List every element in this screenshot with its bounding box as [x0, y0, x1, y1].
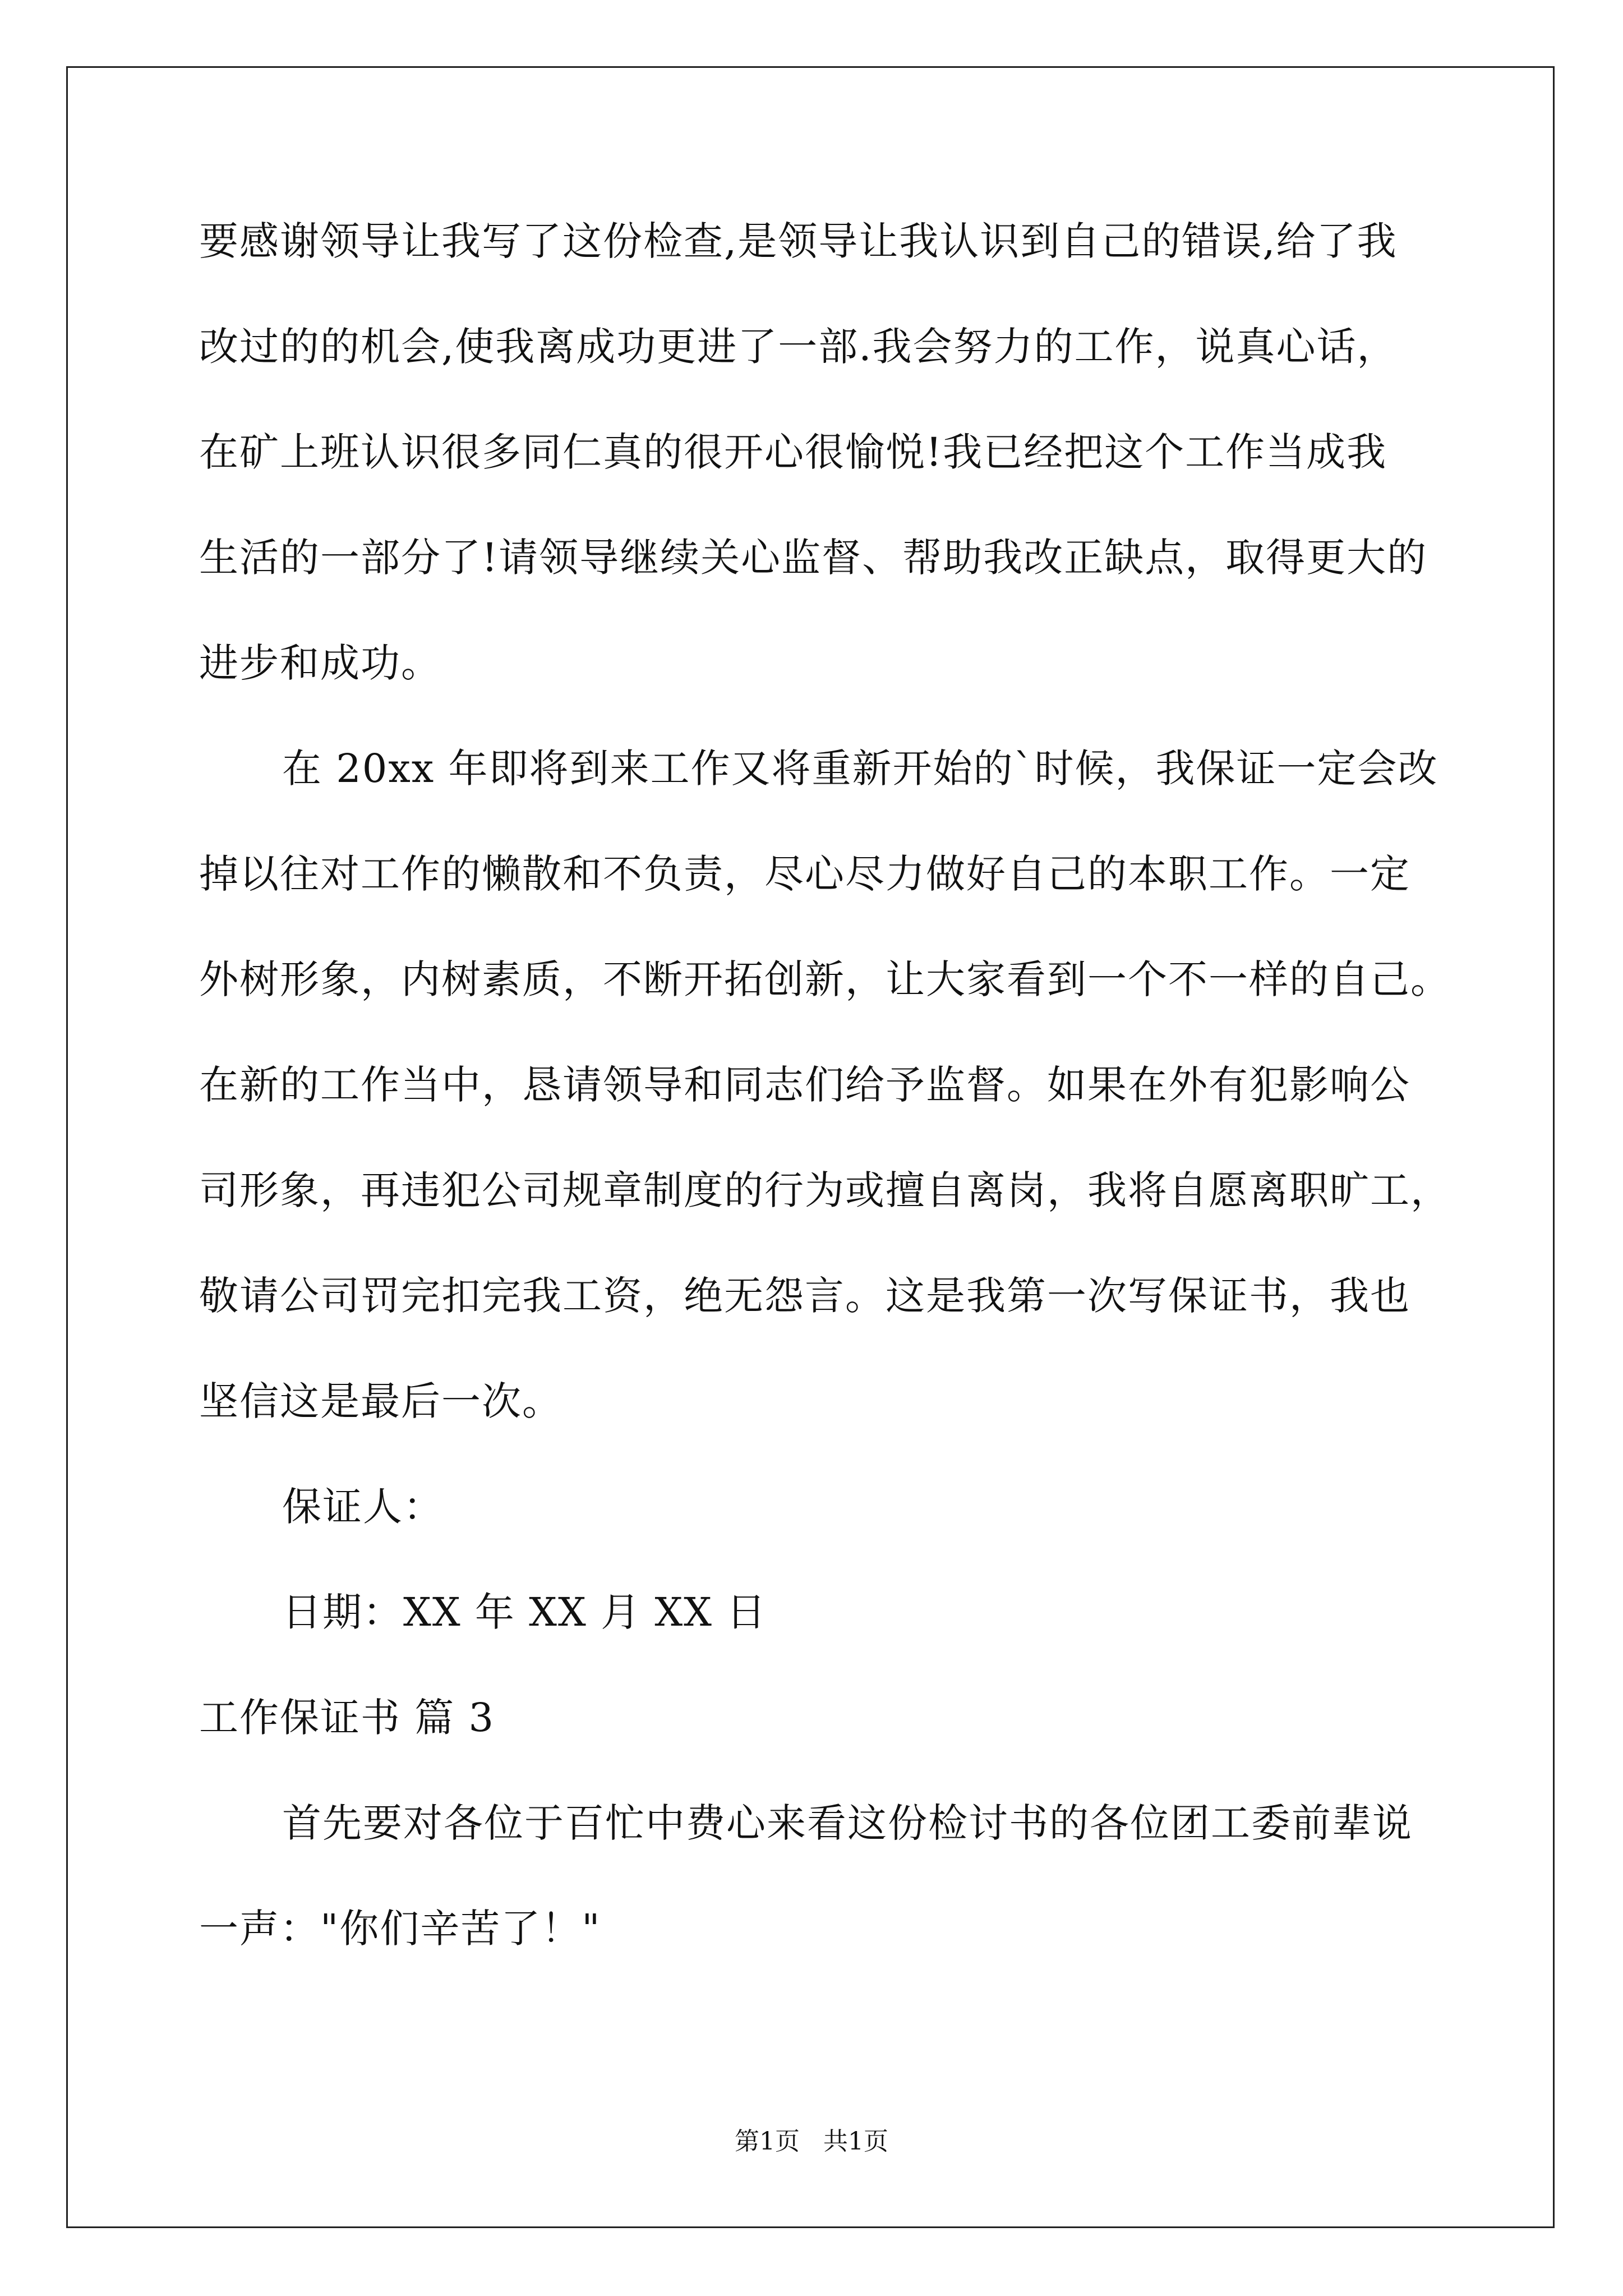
paragraph-line: 坚信这是最后一次。 — [199, 1378, 562, 1424]
paragraph-line: 要感谢领导让我写了这份检查,是领导让我认识到自己的错误,给了我 — [199, 218, 1398, 264]
paragraph-line: 在新的工作当中，恳请领导和同志们给予监督。如果在外有犯影响公 — [199, 1062, 1410, 1108]
paragraph-line: 敬请公司罚完扣完我工资，绝无怨言。这是我第一次写保证书，我也 — [199, 1273, 1410, 1319]
paragraph-line: 首先要对各位于百忙中费心来看这份检讨书的各位团工委前辈说 — [282, 1800, 1413, 1846]
paragraph-line: 改过的的机会,使我离成功更进了一部.我会努力的工作，说真心话， — [199, 324, 1398, 370]
paragraph-line: 司形象，再违犯公司规章制度的行为或擅自离岗，我将自愿离职旷工， — [199, 1167, 1451, 1213]
paragraph-line: 一声："你们辛苦了！" — [199, 1906, 601, 1952]
signature-label: 保证人： — [282, 1484, 444, 1530]
paragraph-line: 在 20xx 年即将到来工作又将重新开始的`时候，我保证一定会改 — [282, 746, 1438, 792]
section-heading: 工作保证书 篇 3 — [199, 1695, 495, 1741]
paragraph-line: 进步和成功。 — [199, 640, 441, 686]
date-line: 日期：XX 年 XX 月 XX 日 — [282, 1589, 767, 1635]
paragraph-line: 在矿上班认识很多同仁真的很开心很愉悦!我已经把这个工作当成我 — [199, 429, 1387, 475]
paragraph-line: 外树形象，内树素质，不断开拓创新，让大家看到一个不一样的自己。 — [199, 956, 1451, 1002]
page-footer: 第1页 共1页 — [735, 2127, 888, 2156]
paragraph-line: 生活的一部分了!请领导继续关心监督、帮助我改正缺点，取得更大的 — [199, 535, 1428, 581]
paragraph-line: 掉以往对工作的懒散和不负责，尽心尽力做好自己的本职工作。一定 — [199, 851, 1410, 897]
